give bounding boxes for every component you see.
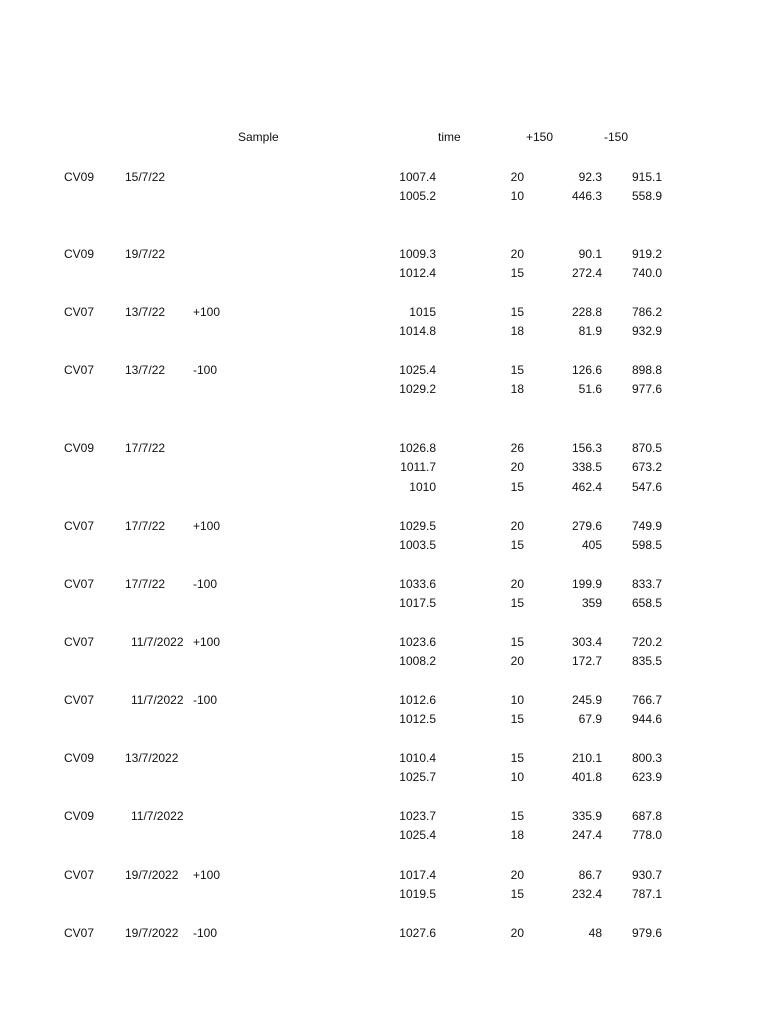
plus-150-cell: 303.4	[571, 635, 602, 649]
sample-id: CV07	[64, 635, 95, 649]
minus-150-cell: 547.6	[631, 480, 662, 494]
header-plus-150: +150	[526, 130, 554, 144]
header-minus-150: -150	[604, 130, 629, 144]
time-cell: 15	[510, 751, 524, 765]
minus-150-cell: 930.7	[631, 868, 662, 882]
minus-150-cell: 977.6	[631, 382, 662, 396]
minus-150-cell: 720.2	[631, 635, 662, 649]
value-cell: 1019.5	[399, 887, 436, 901]
value-cell: 1026.8	[399, 441, 436, 455]
sample-offset: +100	[193, 305, 221, 319]
time-cell: 15	[510, 809, 524, 823]
plus-150-cell: 210.1	[571, 751, 602, 765]
plus-150-cell: 228.8	[571, 305, 602, 319]
sample-id: CV09	[64, 170, 95, 184]
plus-150-cell: 48	[588, 926, 602, 940]
time-cell: 15	[510, 538, 524, 552]
sample-offset: -100	[193, 363, 218, 377]
minus-150-cell: 778.0	[631, 828, 662, 842]
sample-date: 19/7/2022	[125, 926, 179, 940]
sample-id: CV07	[64, 363, 95, 377]
time-cell: 18	[510, 382, 524, 396]
time-cell: 15	[510, 887, 524, 901]
minus-150-cell: 800.3	[631, 751, 662, 765]
sample-offset: +100	[193, 519, 221, 533]
sample-id: CV07	[64, 693, 95, 707]
plus-150-cell: 245.9	[571, 693, 602, 707]
value-cell: 1027.6	[399, 926, 436, 940]
sample-offset: +100	[193, 635, 221, 649]
time-cell: 15	[510, 363, 524, 377]
plus-150-cell: 446.3	[571, 189, 602, 203]
plus-150-cell: 405	[581, 538, 602, 552]
sample-offset: +100	[193, 868, 221, 882]
value-cell: 1010.4	[399, 751, 436, 765]
sample-id: CV07	[64, 519, 95, 533]
plus-150-cell: 359	[581, 596, 602, 610]
time-cell: 20	[510, 460, 524, 474]
sample-offset: -100	[193, 693, 218, 707]
minus-150-cell: 598.5	[631, 538, 662, 552]
minus-150-cell: 944.6	[631, 712, 662, 726]
sample-date: 17/7/22	[125, 577, 166, 591]
value-cell: 1033.6	[399, 577, 436, 591]
sample-date: 11/7/2022	[131, 693, 184, 707]
plus-150-cell: 338.5	[571, 460, 602, 474]
value-cell: 1005.2	[399, 189, 436, 203]
minus-150-cell: 749.9	[631, 519, 662, 533]
value-cell: 1009.3	[399, 247, 436, 261]
value-cell: 1029.2	[399, 382, 436, 396]
minus-150-cell: 673.2	[631, 460, 662, 474]
sample-date: 13/7/22	[125, 363, 166, 377]
time-cell: 18	[510, 828, 524, 842]
plus-150-cell: 90.1	[578, 247, 602, 261]
time-cell: 15	[510, 480, 524, 494]
sample-id: CV09	[64, 809, 95, 823]
value-cell: 1011.7	[400, 460, 436, 474]
plus-150-cell: 86.7	[578, 868, 602, 882]
sample-date: 19/7/2022	[125, 868, 179, 882]
plus-150-cell: 232.4	[571, 887, 602, 901]
time-cell: 20	[510, 170, 524, 184]
value-cell: 1012.4	[399, 266, 436, 280]
sample-id: CV07	[64, 868, 95, 882]
time-cell: 18	[510, 324, 524, 338]
sample-id: CV09	[64, 751, 95, 765]
value-cell: 1012.5	[399, 712, 436, 726]
plus-150-cell: 172.7	[571, 654, 602, 668]
plus-150-cell: 199.9	[571, 577, 602, 591]
sample-date: 11/7/2022	[131, 635, 184, 649]
value-cell: 1008.2	[399, 654, 436, 668]
plus-150-cell: 272.4	[571, 266, 602, 280]
sample-id: CV09	[64, 247, 95, 261]
value-cell: 1014.8	[399, 324, 436, 338]
time-cell: 20	[510, 577, 524, 591]
value-cell: 1010	[409, 480, 436, 494]
time-cell: 15	[510, 266, 524, 280]
value-cell: 1023.7	[399, 809, 436, 823]
minus-150-cell: 932.9	[631, 324, 662, 338]
sample-date: 15/7/22	[125, 170, 166, 184]
minus-150-cell: 915.1	[631, 170, 662, 184]
minus-150-cell: 786.2	[631, 305, 662, 319]
minus-150-cell: 919.2	[631, 247, 662, 261]
header-sample: Sample	[238, 130, 279, 144]
sample-date: 19/7/22	[125, 247, 166, 261]
time-cell: 20	[510, 868, 524, 882]
value-cell: 1023.6	[399, 635, 436, 649]
minus-150-cell: 623.9	[631, 770, 662, 784]
sample-offset: -100	[193, 926, 218, 940]
value-cell: 1025.4	[399, 828, 436, 842]
time-cell: 15	[510, 305, 524, 319]
minus-150-cell: 787.1	[631, 887, 662, 901]
value-cell: 1017.4	[399, 868, 436, 882]
plus-150-cell: 51.6	[578, 382, 602, 396]
time-cell: 15	[510, 712, 524, 726]
minus-150-cell: 687.8	[631, 809, 662, 823]
time-cell: 10	[510, 189, 524, 203]
minus-150-cell: 658.5	[631, 596, 662, 610]
minus-150-cell: 870.5	[631, 441, 662, 455]
sample-id: CV07	[64, 577, 95, 591]
plus-150-cell: 462.4	[571, 480, 602, 494]
sample-date: 13/7/22	[125, 305, 166, 319]
plus-150-cell: 247.4	[571, 828, 602, 842]
plus-150-cell: 401.8	[571, 770, 602, 784]
value-cell: 1017.5	[399, 596, 436, 610]
time-cell: 20	[510, 519, 524, 533]
time-cell: 20	[510, 247, 524, 261]
sample-id: CV09	[64, 441, 95, 455]
minus-150-cell: 833.7	[631, 577, 662, 591]
time-cell: 15	[510, 596, 524, 610]
plus-150-cell: 126.6	[571, 363, 602, 377]
header-time: time	[438, 130, 461, 144]
value-cell: 1012.6	[399, 693, 436, 707]
plus-150-cell: 67.9	[578, 712, 602, 726]
minus-150-cell: 740.0	[631, 266, 662, 280]
plus-150-cell: 156.3	[571, 441, 602, 455]
time-cell: 10	[510, 770, 524, 784]
minus-150-cell: 558.9	[631, 189, 662, 203]
minus-150-cell: 835.5	[631, 654, 662, 668]
value-cell: 1025.4	[399, 363, 436, 377]
time-cell: 20	[510, 926, 524, 940]
time-cell: 10	[510, 693, 524, 707]
sample-id: CV07	[64, 305, 95, 319]
sample-date: 13/7/2022	[125, 751, 179, 765]
value-cell: 1007.4	[399, 170, 436, 184]
plus-150-cell: 335.9	[571, 809, 602, 823]
sample-date: 11/7/2022	[131, 809, 184, 823]
minus-150-cell: 766.7	[631, 693, 662, 707]
time-cell: 20	[510, 654, 524, 668]
time-cell: 15	[510, 635, 524, 649]
value-cell: 1029.5	[399, 519, 436, 533]
sample-date: 17/7/22	[125, 441, 166, 455]
value-cell: 1003.5	[399, 538, 436, 552]
plus-150-cell: 92.3	[578, 170, 602, 184]
minus-150-cell: 979.6	[631, 926, 662, 940]
plus-150-cell: 81.9	[578, 324, 602, 338]
sample-offset: -100	[193, 577, 218, 591]
value-cell: 1025.7	[399, 770, 436, 784]
sample-id: CV07	[64, 926, 95, 940]
sample-date: 17/7/22	[125, 519, 166, 533]
time-cell: 26	[510, 441, 524, 455]
minus-150-cell: 898.8	[631, 363, 662, 377]
plus-150-cell: 279.6	[571, 519, 602, 533]
value-cell: 1015	[409, 305, 436, 319]
